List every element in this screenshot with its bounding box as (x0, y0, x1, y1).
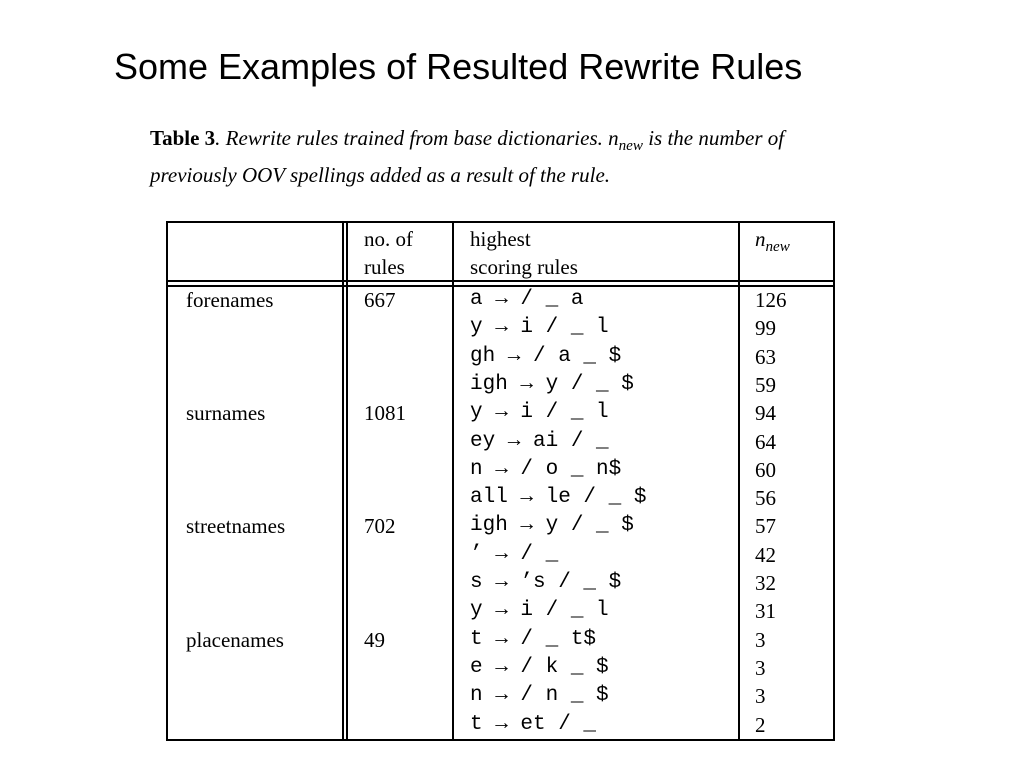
nnew-cell: 42 (755, 542, 776, 567)
rule-cell: t → et / _ (470, 712, 597, 736)
nnew-cell: 2 (755, 712, 766, 737)
column-divider (346, 223, 348, 739)
column-divider (738, 223, 740, 739)
group-name: forenames (186, 288, 274, 312)
group-name: placenames (186, 627, 284, 652)
rule-cell: t → / _ t$ (470, 627, 597, 651)
caption-text-b: is the number of previously OOV spellings added as a result of the rule. (150, 126, 785, 188)
nnew-cell: 64 (755, 429, 776, 454)
group-rule-count: 667 (364, 288, 396, 312)
rule-cell: igh → y / _ $ (470, 514, 634, 538)
rewrite-rules-table (166, 221, 835, 741)
nnew-cell: 60 (755, 457, 776, 482)
group-rule-count: 702 (364, 514, 396, 539)
nnew-cell: 59 (755, 372, 776, 397)
rule-cell: y → i / _ l (470, 401, 609, 425)
nnew-cell: 99 (755, 316, 776, 341)
caption-label: Table 3 (150, 126, 216, 150)
nnew-cell: 94 (755, 401, 776, 426)
nnew-cell: 57 (755, 514, 776, 539)
header-count: no. of rules (364, 227, 413, 279)
column-divider (452, 223, 454, 739)
rule-cell: s → ’s / _ $ (470, 571, 622, 594)
rule-cell: igh → y / _ $ (470, 372, 634, 396)
caption-nnew-symbol: $n_{new}$ (608, 126, 643, 155)
rule-cell: ’ → / _ (470, 542, 559, 566)
nnew-cell: 31 (755, 599, 776, 624)
group-rule-count: 1081 (364, 401, 406, 426)
column-divider (342, 223, 344, 739)
table-caption (150, 124, 850, 190)
nnew-cell: 3 (755, 627, 766, 652)
group-rule-count: 49 (364, 627, 385, 652)
header-rules: highest scoring rules (470, 227, 578, 279)
nnew-cell: 3 (755, 684, 766, 709)
rule-cell: a → / _ a (470, 288, 584, 311)
caption-text-a: . Rewrite rules trained from base dictionaries. (215, 126, 609, 150)
nnew-cell: 126 (755, 288, 787, 312)
nnew-cell: 32 (755, 571, 776, 595)
slide-title: Some Examples of Resulted Rewrite Rules (114, 46, 803, 87)
rule-cell: all → le / _ $ (470, 486, 647, 510)
rule-cell: n → / n _ $ (470, 684, 609, 708)
rule-cell: ey → ai / _ (470, 429, 609, 453)
rule-cell: y → i / _ l (470, 599, 609, 623)
nnew-cell: 56 (755, 486, 776, 511)
header-nnew: $n_{new}$ (755, 227, 790, 256)
nnew-cell: 63 (755, 344, 776, 369)
nnew-cell: 3 (755, 655, 766, 680)
group-name: surnames (186, 401, 266, 426)
rule-cell: gh → / a _ $ (470, 344, 622, 368)
rule-cell: e → / k _ $ (470, 655, 609, 679)
group-name: streetnames (186, 514, 286, 539)
rule-cell: y → i / _ l (470, 316, 609, 340)
rule-cell: n → / o _ n$ (470, 457, 622, 481)
